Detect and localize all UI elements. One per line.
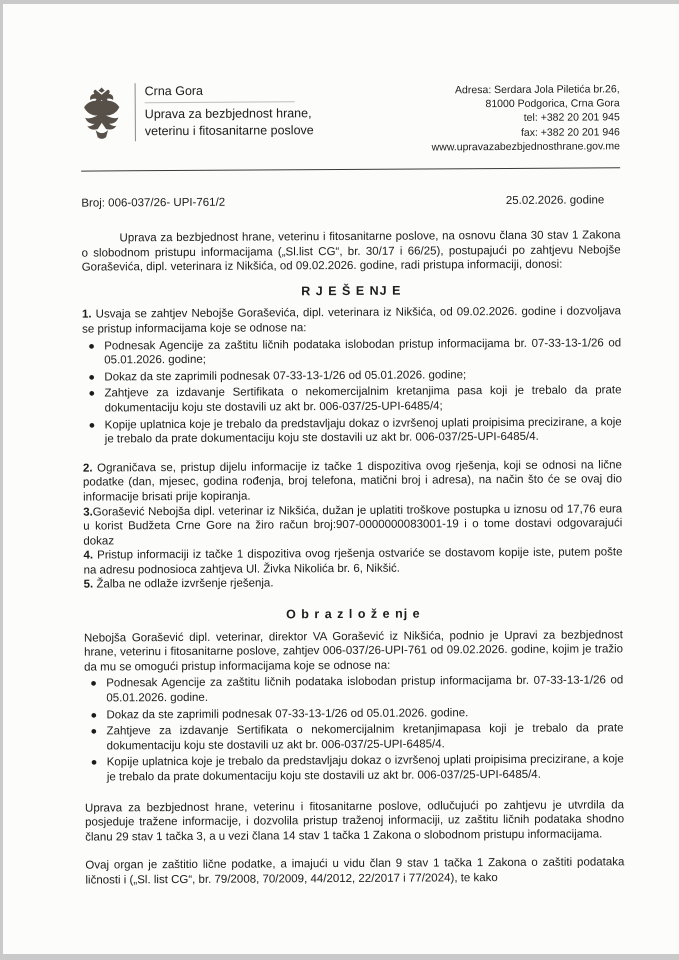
- rationale-paragraph-1: Nebojša Gorašević dipl. veterinar, direktor VA Gorašević iz Nikšića, podnio je Upravi za bezbjednost hrane, veterinu i fitosanitarne poslove, zahtjev 006-037/26-UPI-761 od 09.02.2026. godine, kojim je tražio da mu se omogući pristup informacijama koje se odnose na:: [83, 628, 624, 674]
- item-number: 1.: [81, 308, 92, 321]
- ruling-item-3: [83, 502, 622, 549]
- document-body: [81, 228, 624, 888]
- ruling-item-1: [82, 305, 621, 337]
- rationale-bullet-list: [84, 674, 624, 785]
- rationale-paragraph-3: Ovaj organ je zaštitio lične podatke, a imajući u vidu član 9 stav 1 tačka 1 Zakona o zaštiti podataka ličnosti i („Sl. list CG“, br. 79/2008, 70/2009, 44/2012, 22/2017 i 77/2024), te kako: [85, 856, 625, 887]
- item-number: 4.: [83, 549, 94, 562]
- list-item: [84, 674, 623, 706]
- bullet-icon: ●: [88, 371, 96, 384]
- ruling-bullet-list: [82, 336, 622, 447]
- item-number: 2.: [82, 462, 93, 475]
- item-text: Ograničava se, pristup dijelu informacije iz tačke 1 dispozitiva ovog rješenja, koji se odnosi na lične podatke (dan, mjesec, godina rođenja, broj telefona, matični broj i adresa), na način što će se ovaj dio informacije brisati prije kopiranja.: [82, 459, 623, 504]
- document-page: [3, 4, 679, 954]
- list-item-text: Zahtjeve za izdavanje Sertifikata o nekomercijalnim kretanjimapasa koji je trebalo da prate dokumentaciju koju ste dostavili uz akt br. 006-037/25-UPI-6485/4.: [106, 722, 624, 753]
- list-item: [85, 753, 624, 785]
- organization-name-block: [135, 82, 314, 141]
- list-item-text: Kopije uplatnica koje je trebalo da predstavljaju dokaz o izvršenoj uplati proipisima precizirane, a koje je trebalo da prate dokumentaciju koju ste dostavili uz akt br. 006-037/25-UPI-6485/4.: [104, 415, 622, 446]
- item-text: Pristup informaciji iz tačke 1 dispozitiva ovog rješenja ostvariće se dostavom kopije iste, putem pošte na adresu podnosioca zahtjeva Ul. Živka Nikolića br. 6, Nikšić.: [83, 546, 623, 577]
- list-item-text: Kopije uplatnica koje je trebalo da predstavljaju dokaz o izvršenoj uplati proipisima precizirane, a koje je trebalo da prate dokumentaciju koju ste dostavili uz akt br. 006-037/25-UPI-6485/4.: [106, 753, 624, 784]
- item-text: Gorašević Nebojša dipl. veterinar iz Nikšića, dužan je uplatiti troškove postupka u iznosu od 17,76 eura u korist Budžeta Crne Gore na žiro račun broj:907-0000000083001-19 i o tome dostavi odgovarajući dokaz: [83, 502, 623, 548]
- reference-row: [81, 194, 620, 209]
- item-number: 3.: [83, 506, 93, 519]
- intro-paragraph: Uprava za bezbjednost hrane, veterinu i fitosanitarne poslove, na osnovu člana 30 stav 1 Zakona o slobodnom pristupu informacijama („Sl.list CG“, br. 30/17 i 66/25), postupajući po zahtjevu Nebojše Goraševića, dipl. veterinara iz Nikšića, od 09.02.2026. godine, radi pristupa informaciji, donosi:: [81, 229, 621, 274]
- letterhead: [81, 80, 620, 156]
- bullet-icon: ●: [88, 419, 96, 432]
- section-title-rjesenje: R J E Š E NJ E: [301, 283, 402, 299]
- letterhead-divider: [81, 167, 620, 171]
- contact-address-block: [431, 80, 620, 154]
- list-item: [84, 705, 623, 723]
- fax-line: fax: +382 20 201 946: [520, 125, 620, 139]
- coat-of-arms-icon: [81, 83, 127, 146]
- document-date: 25.02.2026. godine: [505, 194, 605, 208]
- address-line: Adresa: Serdara Jola Piletića br.26,: [454, 83, 620, 97]
- address-line: 81000 Podgorica, Crna Gora: [485, 97, 620, 111]
- list-item-text: Dokaz da ste zaprimili podnesak 07-33-13-1/26 od 05.01.2026. godine;: [104, 368, 467, 384]
- list-item: [82, 336, 621, 368]
- bullet-icon: ●: [88, 340, 95, 353]
- country-name: Crna Gora: [145, 82, 295, 103]
- list-item: [83, 415, 622, 447]
- list-item-text: Zahtjeve za izdavanje Sertifikata o nekomercijalnim kretanjima pasa koji je trebalo da prate dokumentaciju koju ste dostavili uz akt br. 006-037/25-UPI-6485/4;: [104, 384, 622, 415]
- list-item-text: Podnesak Agencije za zaštitu ličnih podataka islobodan pristup informacijama br. 07-33-13-1/26 od 05.01.2026. godine;: [104, 336, 622, 367]
- bullet-icon: ●: [90, 677, 97, 690]
- org-name-line-2: veterinu i fitosanitarne poslove: [144, 123, 314, 139]
- section-title-obrazlozenje: O b r a z l o ž e nj e: [286, 606, 421, 622]
- bullet-icon: ●: [90, 756, 98, 769]
- ruling-item-5: [84, 575, 623, 593]
- ruling-item-2: [83, 458, 622, 505]
- list-item-text: Podnesak Agencije za zaštitu ličnih podataka islobodan pristup informacijama br. 07-33-13-1/26 od 05.01.2026. godine.: [106, 674, 624, 705]
- website-line: www.upravazabezbjednosthrane.gov.me: [431, 140, 621, 154]
- list-item-text: Dokaz da ste zaprimili podnesak 07-33-13-1/26 od 05.01.2026. godine.: [106, 706, 469, 722]
- ruling-item-4: [83, 546, 622, 578]
- list-item: [84, 722, 623, 754]
- rationale-paragraph-2: Uprava za bezbjednost hrane, veterinu i fitosanitarne poslove, odlučujući po zahtjevu je utvrdila da posjeduje tražene informacije, i dozvolila pristup traženoj informaciji, uz zaštitu ličnih podataka shodno članu 29 stav 1 tačka 3, a u vezi člana 14 stav 1 tačka 1 Zakona o slobodnom pristupu informacijama.: [84, 798, 625, 844]
- list-item: [82, 384, 621, 416]
- item-number: 5.: [83, 578, 94, 592]
- org-name-line-1: Uprava za bezbjednost hrane,: [144, 106, 312, 122]
- list-item: [82, 367, 621, 385]
- document-number: Broj: 006-037/26- UPI-761/2: [81, 196, 226, 210]
- phone-line: tel: +382 20 201 945: [523, 111, 620, 125]
- bullet-icon: ●: [90, 725, 98, 738]
- item-text: Usvaja se zahtjev Nebojše Goraševića, dipl. veterinara iz Nikšića, od 09.02.2026. godine i dozvoljava se pristup informacijama koje se odnose na:: [82, 305, 622, 336]
- bullet-icon: ●: [88, 387, 96, 400]
- item-text: Žalba ne odlaže izvršenje rješenja.: [96, 577, 274, 591]
- bullet-icon: ●: [90, 709, 98, 722]
